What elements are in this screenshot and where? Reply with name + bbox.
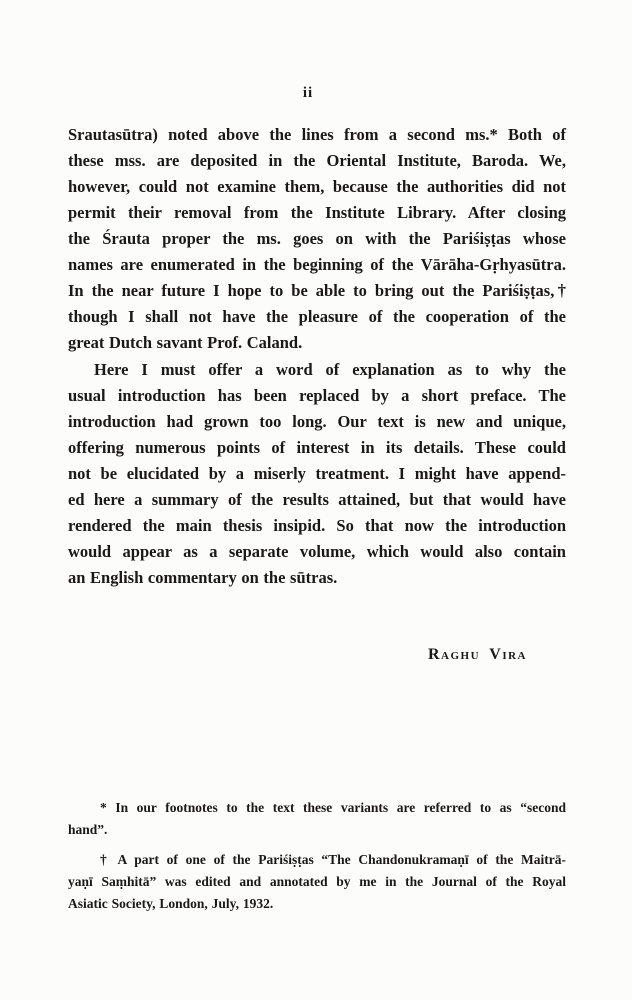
text-line: Srautasūtra) noted above the lines from a second ms.* Both of [68, 125, 566, 144]
page-number: ii [302, 85, 314, 101]
text-line: not be elucidated by a miserly treatment. I might have append- [68, 464, 566, 483]
footnote-line: * In our footnotes to the text these variants are referred to as “second [100, 800, 566, 815]
footnote-line: † A part of one of the Pariśiṣṭas “The Chandonukramaṇī of the Maitrā- [100, 852, 566, 867]
text-line: an English commentary on the sūtras. [68, 568, 338, 587]
text-line: these mss. are deposited in the Oriental Institute, Baroda. We, [68, 151, 566, 170]
text-line: the Śrauta proper the ms. goes on with the Pariśiṣṭas whose [68, 229, 566, 248]
text-line: permit their removal from the Institute Library. After closing [68, 203, 566, 222]
text-line: however, could not examine them, because the authorities did not [68, 177, 566, 196]
text-line: introduction had grown too long. Our text is new and unique, [68, 412, 566, 431]
footnote-line: hand”. [68, 822, 108, 837]
footnote-1 [68, 797, 566, 841]
paragraph-1 [68, 122, 566, 356]
text-line: In the near future I hope to be able to bring out the Pariśiṣṭas,† [68, 281, 566, 300]
text-line: ed here a summary of the results attained, but that would have [68, 490, 566, 509]
text-line: great Dutch savant Prof. Caland. [68, 333, 303, 352]
text-line: would appear as a separate volume, which would also contain [68, 542, 566, 561]
author-signature: Raghu Vira [428, 646, 527, 663]
footnote-2 [68, 849, 566, 915]
text-line: though I shall not have the pleasure of the cooperation of the [68, 307, 566, 326]
footnote-line: Asiatic Society, London, July, 1932. [68, 896, 274, 911]
text-line: rendered the main thesis insipid. So that now the introduction [68, 516, 566, 535]
paragraph-2 [68, 357, 566, 591]
text-line: offering numerous points of interest in its details. These could [68, 438, 566, 457]
footnote-line: yaṇī Saṃhitā” was edited and annotated by me in the Journal of the Royal [68, 874, 566, 889]
text-line: names are enumerated in the beginning of the Vārāha-Gṛhyasūtra. [68, 255, 566, 274]
text-line: usual introduction has been replaced by a short preface. The [68, 386, 566, 405]
text-line: Here I must offer a word of explanation as to why the [94, 360, 566, 379]
